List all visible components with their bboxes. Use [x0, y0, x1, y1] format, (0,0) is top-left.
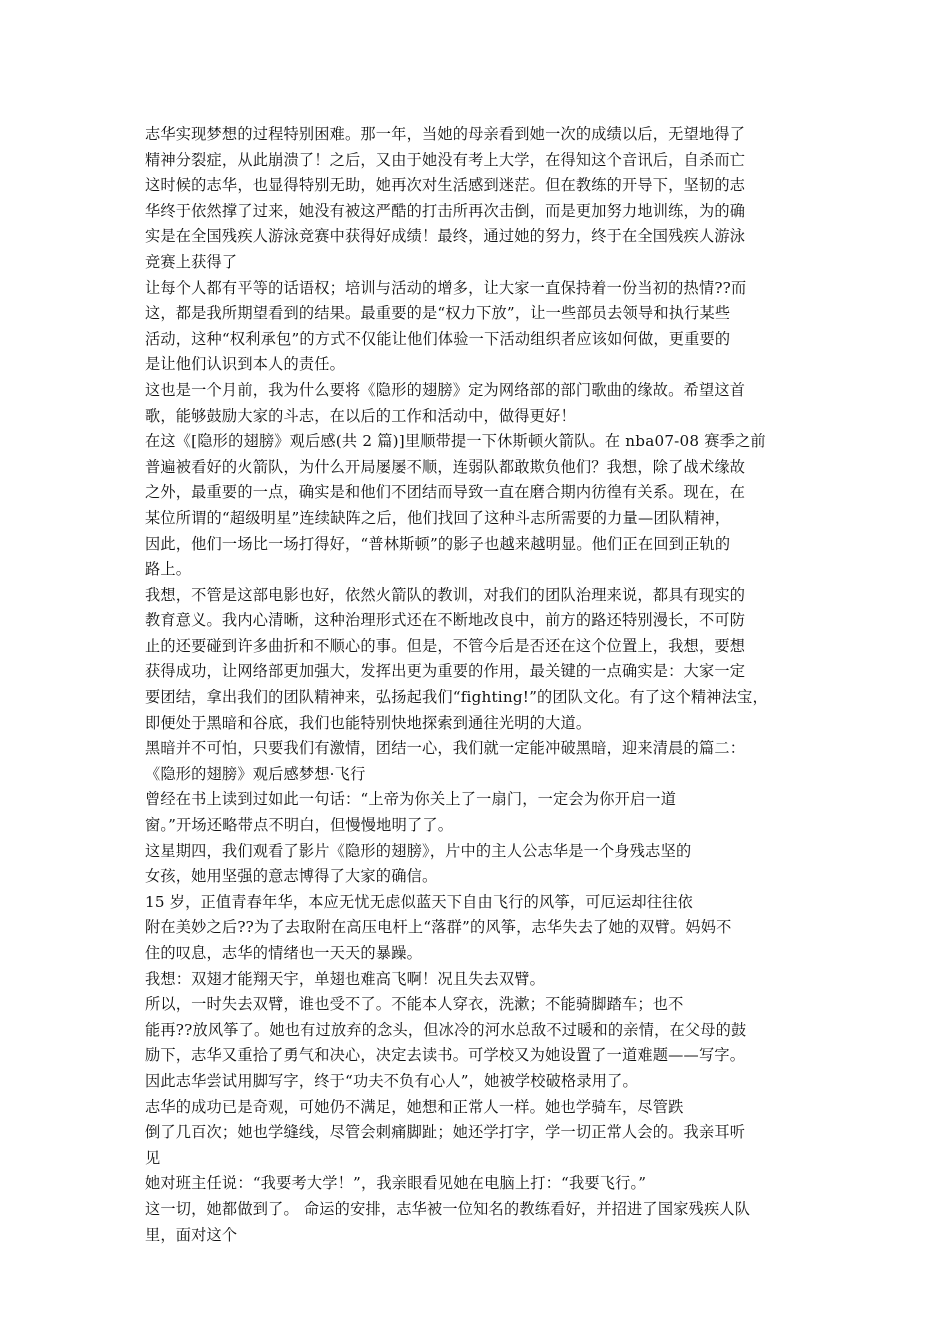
text-line: 见: [145, 1148, 161, 1167]
text-line: 曾经在书上读到过如此一句话：“上帝为你关上了一扇门，一定会为你开启一道: [145, 790, 677, 809]
text-line: 普遍被看好的火箭队，为什么开局屡屡不顺，连弱队都敢欺负他们？我想，除了战术缘故: [145, 457, 746, 476]
text-line: 获得成功，让网络部更加强大，发挥出更为重要的作用，最关键的一点确实是：大家一定: [145, 662, 746, 681]
text-line: 她对班主任说：“我要考大学！”，我亲眼看见她在电脑上打：“我要飞行。”: [145, 1174, 647, 1193]
text-line: 歌，能够鼓励大家的斗志，在以后的工作和活动中，做得更好！: [145, 406, 576, 425]
text-line: 这时候的志华，也显得特别无助，她再次对生活感到迷茫。但在教练的开导下，坚韧的志: [145, 176, 746, 195]
text-line: 这星期四，我们观看了影片《隐形的翅膀》，片中的主人公志华是一个身残志坚的: [145, 841, 692, 860]
text-line: 所以，一时失去双臂，谁也受不了。不能本人穿衣，洗漱；不能骑脚踏车；也不: [145, 995, 684, 1014]
text-line: 志华实现梦想的过程特别困难。那一年，当她的母亲看到她一次的成绩以后，无望地得了: [145, 125, 746, 143]
text-line: 在这《[隐形的翅膀》观后感(共 2 篇)]里顺带提一下休斯顿火箭队。在 nba07-08 赛季之前: [145, 432, 766, 451]
text-line: 女孩，她用坚强的意志博得了大家的确信。: [145, 867, 438, 886]
text-line: 精神分裂症，从此崩溃了！之后，又由于她没有考上大学，在得知这个音讯后，自杀而亡: [145, 150, 746, 169]
text-line: 路上。: [145, 560, 192, 579]
text-line: 实是在全国残疾人游泳竞赛中获得好成绩！最终，通过她的努力，终于在全国残疾人游泳: [145, 227, 746, 246]
body-text: [145, 122, 825, 1248]
text-line: 这也是一个月前，我为什么要将《隐形的翅膀》定为网络部的部门歌曲的缘故。希望这首: [145, 380, 746, 399]
text-line: 住的叹息，志华的情绪也一天天的暴躁。: [145, 944, 422, 962]
text-line: 这，都是我所期望看到的结果。最重要的是“权力下放”，让一些部员去领导和执行某些: [145, 304, 731, 323]
text-line: 《隐形的翅膀》观后感梦想·飞行: [145, 764, 366, 783]
text-line: 因此志华尝试用脚写字，终于“功夫不负有心人”，她被学校破格录用了。: [145, 1071, 638, 1090]
text-line: 活动，这种“权利承包”的方式不仅能让他们体验一下活动组织者应该如何做，更重要的: [145, 329, 731, 348]
text-line: 之外，最重要的一点，确实是和他们不团结而导致一直在磨合期内彷徨有关系。现在，在: [145, 483, 746, 502]
text-line: 黑暗并不可怕，只要我们有激情，团结一心，我们就一定能冲破黑暗，迎来清晨的篇二：: [145, 739, 746, 758]
text-line: 是让他们认识到本人的责任。: [145, 355, 346, 374]
text-line: 志华的成功已是奇观，可她仍不满足，她想和正常人一样。她也学骑车，尽管跌: [145, 1097, 684, 1116]
text-line: 能再??放风筝了。她也有过放弃的念头，但冰冷的河水总敌不过暖和的亲情，在父母的鼓: [145, 1020, 747, 1039]
text-line: 我想，不管是这部电影也好，依然火箭队的教训，对我们的团队治理来说，都具有现实的: [145, 585, 746, 604]
text-line: 因此，他们一场比一场打得好，“普林斯顿”的影子也越来越明显。他们正在回到正轨的: [145, 534, 731, 553]
text-line: 即便处于黑暗和谷底，我们也能特别快地探索到通往光明的大道。: [145, 713, 592, 732]
text-line: 某位所谓的“超级明星”连续缺阵之后，他们找回了这种斗志所需要的力量—团队精神，: [145, 508, 731, 527]
text-line: 这一切，她都做到了。 命运的安排，志华被一位知名的教练看好，并招进了国家残疾人队: [145, 1199, 751, 1218]
text-line: 里，面对这个: [145, 1225, 238, 1244]
text-line: 励下，志华又重拾了勇气和决心，决定去读书。可学校又为她设置了一道难题——写字。: [145, 1046, 746, 1065]
text-line: 华终于依然撑了过来，她没有被这严酷的打击所再次击倒，而是更加努力地训练，为的确: [145, 201, 746, 220]
text-line: 附在美妙之后??为了去取附在高压电杆上“落群”的风筝，志华失去了她的双臂。妈妈不: [145, 918, 732, 937]
text-line: 15 岁，正值青春年华，本应无忧无虑似蓝天下自由飞行的风筝，可厄运却往往依: [145, 892, 693, 911]
text-line: 让每个人都有平等的话语权；培训与活动的增多，让大家一直保持着一份当初的热情??而: [145, 278, 747, 297]
text-line: 竞赛上获得了: [145, 252, 238, 271]
text-line: 止的还要碰到许多曲折和不顺心的事。但是，不管今后是否还在这个位置上，我想，要想: [145, 636, 746, 655]
text-line: 我想：双翅才能翔天宇，单翅也难高飞啊！况且失去双臂。: [145, 969, 546, 988]
text-line: 窗。”开场还略带点不明白，但慢慢地明了了。: [145, 816, 454, 835]
text-line: 教育意义。我内心清晰，这种治理形式还在不断地改良中，前方的路还特别漫长，不可防: [145, 611, 746, 630]
text-line: 要团结，拿出我们的团队精神来，弘扬起我们“fighting!”的团队文化。有了这个精神法宝，: [145, 688, 768, 707]
text-line: 倒了几百次；她也学缝线，尽管会刺痛脚趾；她还学打字，学一切正常人会的。我亲耳听: [145, 1123, 746, 1142]
